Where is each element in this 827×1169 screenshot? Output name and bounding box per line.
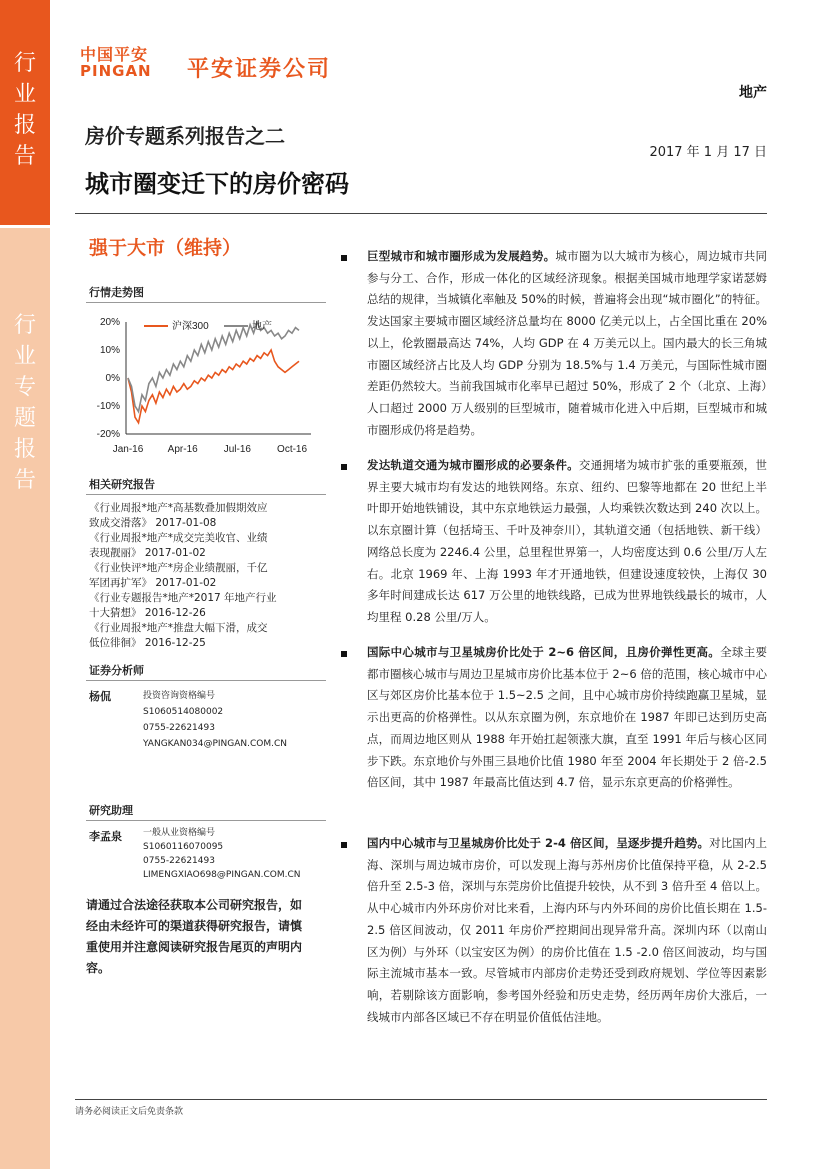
body-paragraph-4 [367,833,767,1028]
sidebar-char: 业 [13,82,36,107]
analyst-label: 证券分析师 [89,664,144,677]
assistant-name: 李孟泉 [89,830,122,843]
footer-divider [75,1099,767,1100]
trend-chart-svg [86,308,326,458]
footer-disclaimer-link[interactable]: 请务必阅读正文后免责条款 [75,1107,184,1117]
company-name: 平安证券公司 [187,57,332,82]
analyst-cert-number: S1060514080002 [143,707,224,717]
paragraph-lead: 发达轨道交通为城市圈形成的必要条件。 [367,458,579,472]
report-date: 2017 年 1 月 17 日 [649,145,767,160]
bullet-icon [341,464,347,470]
sidebar-bottom-band [0,228,50,1169]
assistant-phone: 0755-22621493 [143,856,215,866]
sidebar-char: 行 [13,51,36,76]
paragraph-lead: 巨型城市和城市圈形成为发展趋势。 [367,249,556,263]
sidebar-char: 报 [13,437,36,462]
bullet-icon [341,255,347,261]
analyst-email[interactable]: YANGKAN034@PINGAN.COM.CN [143,739,288,749]
x-tick-label: Oct-16 [277,444,308,455]
sidebar-char: 专 [13,375,36,400]
related-line[interactable]: 《行业周报*地产*高基数叠加假期效应 [89,502,268,514]
x-tick-label: Jan-16 [112,444,144,455]
related-divider [86,494,326,495]
body-paragraph-3 [367,642,767,794]
logo-en: PINGAN [80,62,152,80]
y-tick-label: -10% [96,401,120,412]
sidebar-char: 行 [13,313,36,338]
paragraph-text: 交通拥堵为城市扩张的重要瓶颈，世界主要大城市均有发达的地铁网络。东京、纽约、巴黎等地都在 20 世纪上半叶即开始地铁铺设，其中东京地铁运力最强，人均乘铁次数达到 240 次以上。以东京圈计算（包括埼玉、千叶及神奈川），其轨道交通（包括地铁、新干线）网络总长度为 2246.4 公里，总里程世界第一，人均密度达到 0.6 公里/万人左右。北京 1969 年、上海 1993 年才开通地铁，但建设速度较快，上海仅 30 多年时间建成长达 617 万公里的地铁线路，已成为世界地铁线最长的城市，人均里程 0.28 公里/万人。 [367,458,768,624]
x-tick-label: Jul-16 [223,444,251,455]
related-line[interactable]: 十大猜想》 2016-12-26 [89,607,206,619]
sidebar-char: 报 [13,113,36,138]
series-title: 房价专题系列报告之二 [85,124,285,148]
related-line[interactable]: 《行业周报*地产*推盘大幅下滑，成交 [89,622,268,634]
assistant-cert-number: S1060116070095 [143,842,224,852]
related-line[interactable]: 表现靓丽》 2017-01-02 [89,547,206,559]
assistant-label: 研究助理 [89,804,133,817]
y-tick-label: -20% [96,429,120,440]
body-paragraph-1 [367,246,767,441]
page-title: 城市圈变迁下的房价密码 [85,170,349,198]
analyst-divider [86,680,326,681]
assistant-cert-label: 一般从业资格编号 [143,828,216,838]
sidebar-char: 业 [13,344,36,369]
paragraph-text: 城市圈为以大城市为核心，周边城市共同参与分工、合作，形成一体化的区域经济现象。根据美国城市地理学家诺瑟姆总结的规律，当城镇化率触及 50%的时候，普遍将会出现“城市圈化”的特征。发达国家主要城市圈区域经济总量均在 8000 亿美元以上，占全国比重在 20%以上，伦敦圈最高达 74%，人均 GDP 在 4 万美元以上。国内最大的长三角城市圈区域经济占比及人均 GDP 分别为 18.5%与 1.4 万美元，与国际性城市圈差距仍然较大。当前我国城市化率早已超过 50%，形成了 2 个（北京、上海）人口超过 2000 万人级别的巨型城市，随着城市化进入中后期，巨型城市和城市圈形成仍将是趋势。 [367,249,768,437]
sidebar-bottom-text [0,228,50,496]
legend-label: 沪深300 [172,321,209,332]
sector-label: 地产 [739,85,767,101]
related-line[interactable]: 《行业快评*地产*房企业绩靓丽，千亿 [89,562,268,574]
related-line[interactable]: 《行业专题报告*地产*2017 年地产行业 [89,592,277,604]
analyst-info [143,688,287,752]
sidebar-char: 告 [13,144,36,169]
assistant-email[interactable]: LIMENGXIAO698@PINGAN.COM.CN [143,870,301,880]
header-divider [75,213,767,214]
x-tick-label: Apr-16 [167,444,198,455]
sidebar-top-band [0,0,50,225]
sidebar-char: 告 [13,468,36,493]
analyst-name: 杨侃 [89,690,111,703]
usage-warning: 请通过合法途径获取本公司研究报告，如经由未经许可的渠道获得研究报告，请慎重使用并注意阅读研究报告尾页的声明内容。 [86,898,303,975]
legend-label: 地产 [252,321,272,332]
bullet-icon [341,651,347,657]
rating: 强于大市（维持） [89,237,242,259]
trend-chart [86,308,326,458]
logo-cn: 中国平安 [80,45,149,64]
sidebar-top-text [0,0,50,172]
related-line[interactable]: 低位徘徊》 2016-12-25 [89,637,206,649]
related-label: 相关研究报告 [89,478,155,491]
series-line-0 [128,350,299,423]
body-paragraph-2 [367,455,767,629]
assistant-info [143,826,300,882]
related-line[interactable]: 致成交滑落》 2017-01-08 [89,517,217,529]
analyst-cert-label: 投资咨询资格编号 [143,691,216,701]
related-list [89,501,329,651]
y-tick-label: 10% [99,345,120,356]
y-tick-label: 0% [105,373,120,384]
y-tick-label: 20% [99,317,120,328]
trend-divider [86,302,326,303]
related-line[interactable]: 军团再扩军》 2017-01-02 [89,577,217,589]
paragraph-text: 对比国内上海、深圳与周边城市房价，可以发现上海与苏州房价比值保持平稳，从 2-2.5 倍升至 2.5-3 倍，深圳与东莞房价比值提升较快，从不到 3 倍升至 4 倍以上。从中心城市内外环房价对比来看，上海内环与内外环间的房价比值长期在 1.5-2.5 倍区间波动，仅 2011 年房价严控期间出现异常升高。深圳内环（以南山区为例）与外环（以宝安区为例）的房价比值在 1.5 -2.0 倍区间波动，均与国际主流城市基本一致。尽管城市内部房价走势还受到政府规划、学位等因素影响，若剔除该方面影响，参考国外经验和历史走势，经历两年房价大涨后，一线城市内部各区域已不存在明显价值低估洼地。 [367,836,767,1024]
assistant-divider [86,820,326,821]
related-line[interactable]: 《行业周报*地产*成交完美收官、业绩 [89,532,268,544]
analyst-phone: 0755-22621493 [143,723,215,733]
paragraph-lead: 国内中心城市与卫星城房价比处于 2-4 倍区间，呈逐步提升趋势。 [367,836,710,850]
bullet-icon [341,842,347,848]
paragraph-lead: 国际中心城市与卫星城房价比处于 2~6 倍区间，且房价弹性更高。 [367,645,721,659]
sidebar-char: 题 [13,406,36,431]
trend-label: 行情走势图 [89,286,144,299]
paragraph-text: 全球主要都市圈核心城市与周边卫星城市房价比基本位于 2~6 倍的范围，核心城市中心区与郊区房价比基本位于 1.5~2.5 之间，且中心城市房价持续跑赢卫星城，显示出更高的价格弹性。以从东京圈为例，东京地价在 1987 年即已达到历史高点，而周边地区则从 1988 年开始扛起领涨大旗，直至 1991 年后与核心区同步下跌。东京地价与外围三县地价比值 1980 年至 2004 年长期处于 2 倍-2.5 倍区间，其中 1987 年最高比值达到 4.7 倍，显示东京更高的价格弹性。 [367,645,768,790]
